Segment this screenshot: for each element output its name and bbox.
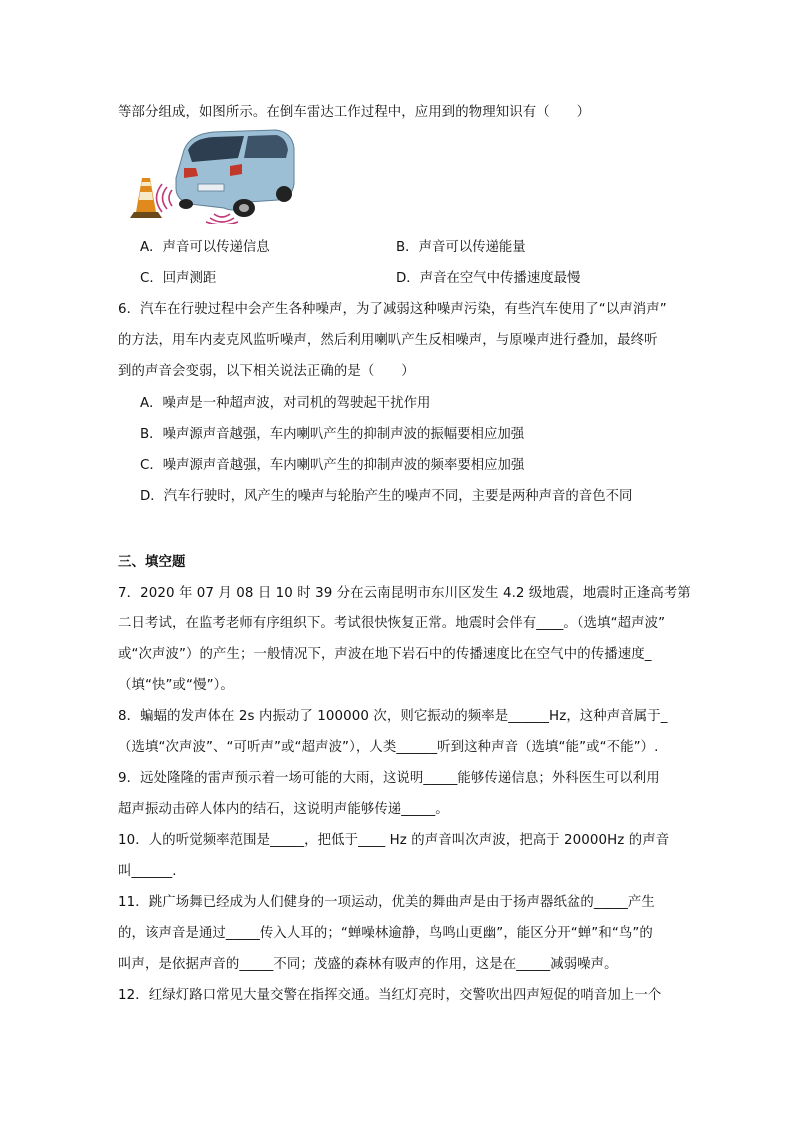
q6-line-1: 6．汽车在行驶过程中会产生各种噪声，为了减弱这种噪声污染，有些汽车使用了“以声消声” [118, 302, 667, 317]
q5-option-c: C．回声测距 [140, 271, 217, 286]
q6-option-d: D．汽车行驶时，风产生的噪声与轮胎产生的噪声不同，主要是两种声音的音色不同 [140, 489, 633, 504]
q7-line-2: 二日考试，在监考老师有序组织下。考试很快恢复正常。地震时会伴有____。（选填“超声波” [118, 616, 666, 631]
q5-option-b: B．声音可以传递能量 [396, 240, 526, 255]
car-icon [176, 130, 294, 217]
q11-line-1: 11．跳广场舞已经成为人们健身的一项运动，优美的舞曲声是由于扬声器纸盆的_____产生 [118, 895, 655, 910]
q5-stem-tail: 等部分组成，如图所示。在倒车雷达工作过程中，应用到的物理知识有（ ） [118, 105, 591, 120]
q8-line-2: （选填“次声波”、“可听声”或“超声波”），人类______听到这种声音（选填“能”或“不能”）. [118, 740, 659, 755]
q10-line-1: 10．人的听觉频率范围是_____，把低于____ Hz 的声音叫次声波，把高于 20000Hz 的声音 [118, 833, 670, 848]
q11-line-2: 的，该声音是通过_____传入人耳的；“蝉噪林逾静，鸟鸣山更幽”，能区分开“蝉”和“鸟”的 [118, 926, 653, 941]
q5-option-a: A．声音可以传递信息 [140, 240, 270, 255]
q6-line-2: 的方法，用车内麦克风监听噪声，然后利用喇叭产生反相噪声，与原噪声进行叠加，最终听 [118, 333, 658, 348]
q9-line-2: 超声振动击碎人体内的结石，这说明声能够传递_____。 [118, 802, 449, 817]
q7-line-1: 7．2020 年 07 月 08 日 10 时 39 分在云南昆明市东川区发生 4.2 级地震，地震时正逢高考第 [118, 586, 691, 601]
q12-line-1: 12．红绿灯路口常见大量交警在指挥交通。当红灯亮时，交警吹出四声短促的哨音加上一个 [118, 988, 662, 1003]
section-title: 三、填空题 [118, 555, 186, 570]
q6-line-3: 到的声音会变弱，以下相关说法正确的是（ ） [118, 364, 415, 379]
q11-line-3: 叫声，是依据声音的_____不同；茂盛的森林有吸声的作用，这是在_____减弱噪声。 [118, 957, 618, 972]
q7-line-3: 或“次声波”）的产生；一般情况下，声波在地下岩石中的传播速度比在空气中的传播速度_ [118, 647, 652, 662]
q6-option-b: B．噪声源声音越强，车内喇叭产生的抑制声波的振幅要相应加强 [140, 427, 525, 442]
q10-line-2: 叫______. [118, 864, 177, 879]
q8-line-1: 8．蝙蝠的发声体在 2s 内振动了 100000 次，则它振动的频率是______Hz，这种声音属于_ [118, 709, 668, 724]
q7-line-4: （填“快”或“慢”）。 [118, 678, 234, 693]
q6-option-c: C．噪声源声音越强，车内喇叭产生的抑制声波的频率要相应加强 [140, 458, 525, 473]
q6-option-a: A．噪声是一种超声波，对司机的驾驶起干扰作用 [140, 396, 431, 411]
q9-line-1: 9．远处隆隆的雷声预示着一场可能的大雨，这说明_____能够传递信息；外科医生可以利用 [118, 771, 660, 786]
q5-option-d: D．声音在空气中传播速度最慢 [396, 271, 581, 286]
car-parking-radar-figure [126, 128, 296, 224]
